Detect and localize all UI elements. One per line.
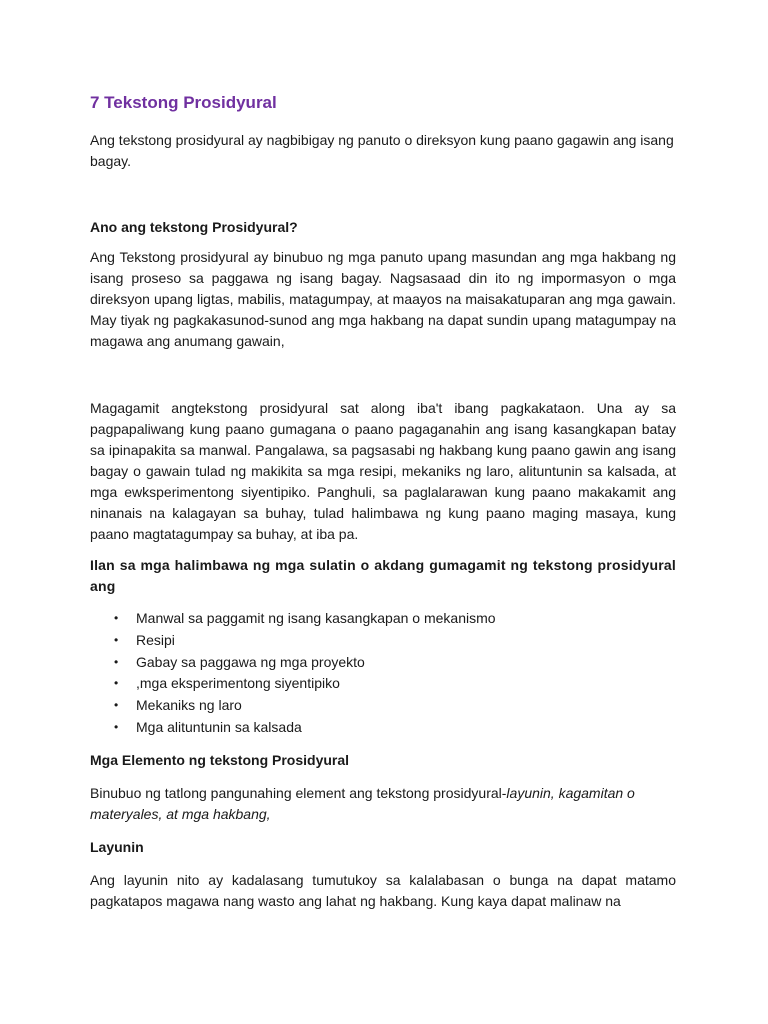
elements-paragraph: Binubuo ng tatlong pangunahing element ang tekstong prosidyural-layunin, kagamitan o materyales, at mga hakbang, (90, 784, 635, 822)
list-item: • Mekaniks ng laro (136, 695, 676, 717)
section-heading-elemento: Mga Elemento ng tekstong Prosidyural (90, 751, 350, 768)
layunin-paragraph: Ang layunin nito ay kadalasang tumutukoy sa kalalabasan o bunga na dapat matamo pagkatapos magawa nang wasto ang lahat ng hakbang. Kung kaya dapat malinaw na (90, 871, 676, 909)
list-item: • Resipi (136, 630, 676, 652)
bullet-icon: • (114, 611, 119, 625)
bullet-icon: • (114, 719, 119, 734)
section-heading-ano: Ano ang tekstong Prosidyural? (90, 219, 298, 235)
examples-heading: Ilan sa mga halimbawa ng mga sulatin o akdang gumagamit ng tekstong prosidyural ang (90, 557, 676, 594)
definition-paragraph: Ang Tekstong prosidyural ay binubuo ng mga panuto upang masundan ang mga hakbang ng isang proseso sa paggawa ng isang bagay. Nagsasaad din ito ng impormasyon o mga direksyon upang ligtas, mabilis, matagumpay, at maayos na maisakatuparan ang mga gawain. May tiyak ng pagkakasunod-sunod ang mga hakbang na dapat sundin upang matagumpay na magawa ang anumang gawain, (90, 249, 676, 349)
bullet-icon: • (114, 632, 119, 647)
page-title: 7 Tekstong Prosidyural (90, 93, 277, 112)
list-item: • Gabay sa paggawa ng mga proyekto (136, 652, 676, 674)
bullet-icon: • (114, 698, 119, 713)
intro-paragraph: Ang tekstong prosidyural ay nagbibigay ng panuto o direksyon kung paano gagawin ang isang bagay. (90, 132, 674, 169)
list-item: • Manwal sa paggamit ng isang kasangkapan o mekanismo (136, 608, 676, 630)
bullet-icon: • (114, 676, 119, 691)
list-item: • ,mga eksperimentong siyentipiko (136, 673, 676, 695)
bullet-icon: • (114, 654, 119, 669)
examples-list (90, 608, 676, 739)
list-item: • Mga alituntunin sa kalsada (136, 717, 676, 739)
usage-paragraph: Magagamit angtekstong prosidyural sat along iba't ibang pagkakataon. Una ay sa pagpapaliwang kung paano gumagana o paano pagaganahin ang isang kasangkapan batay sa ipinapakita sa manwal. Pangalawa, sa pagsasabi ng hakbang kung paano gawin ang isang bagay o gawain tulad ng makikita sa mga resipi, mekaniks ng laro, alituntunin sa kalsada, at mga ewksperimentong siyentipiko. Panghuli, sa paglalarawan kung paano makakamit ang ninanais na kalagayan sa buhay, tulad halimbawa ng kung paano maging masaya, kung paano magtatagumpay sa buhay, at iba pa. (90, 400, 676, 542)
section-heading-layunin: Layunin (90, 838, 144, 855)
